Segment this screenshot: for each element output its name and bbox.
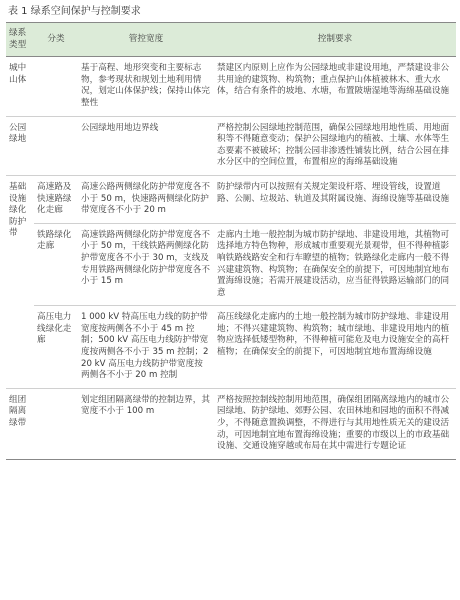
header-width: 管控宽度 bbox=[128, 33, 164, 44]
row-subcategory bbox=[34, 57, 78, 116]
table-header-row bbox=[6, 23, 456, 57]
row-category: 公园绿地 bbox=[9, 122, 27, 145]
row-subcategory: 铁路绿化走廊 bbox=[37, 229, 72, 252]
row-category: 基础设施绿化防护带 bbox=[9, 181, 27, 239]
row-width: 高速公路两侧绿化防护带宽度各不小于 50 m，快速路两侧绿化防护带宽度各不小于 20 m bbox=[81, 181, 210, 216]
row-width: 划定组团隔离绿带的控制边界，其宽度不小于 100 m bbox=[81, 394, 210, 417]
row-requirement: 严格控制公园绿地控制范围，确保公园绿地用地性质、用地面积等不得随意变动；保护公园绿地内的植被、土壤、水体等生态要素不被破坏；控制公园非渗透性铺装比例，结合公园在排水分区中的空间位置，布置相应的海绵基础设施 bbox=[217, 122, 450, 168]
row-requirement: 高压线绿化走廊内的土地一般控制为城市防护绿地、非建设用地；不得兴建建筑物、构筑物；城市绿地、非建设用地内的植物应选择低矮型物种，不得种植可能危及电力设施安全的高杆植物；在确保安全的前提下，可因地制宜地布置海绵设施 bbox=[217, 312, 450, 358]
table-row bbox=[6, 223, 456, 306]
header-category: 绿系类型 bbox=[9, 28, 27, 50]
table-row bbox=[6, 116, 456, 175]
row-requirement: 严格按照控制线控制用地范围，确保组团隔离绿地内的城市公园绿地、防护绿地、郊野公园、农田林地和园地的面积不得减少，不得随意置换调整，不得进行与其用地性质无关的建设活动，可因地制宜地布置海绵设施；重要的市级以上的市政基础设施、交通设施穿越或布局在其中需进行专题论证 bbox=[217, 394, 450, 452]
row-requirement: 防护绿带内可以按照有关规定架设杆塔、埋设管线，设置道路、公厕、垃圾站、轨道及其附属设施、海绵设施等基础设施 bbox=[217, 181, 450, 204]
table-row bbox=[6, 57, 456, 116]
table-caption: 表 1 绿系空间保护与控制要求 bbox=[8, 6, 141, 17]
row-width: 高速铁路两侧绿化防护带宽度各不小于 50 m，干线铁路两侧绿化防护带宽度各不小于 30 m，支线及专用铁路两侧绿化防护带宽度各不小于 15 m bbox=[81, 229, 210, 287]
row-subcategory: 高压电力线绿化走廊 bbox=[37, 312, 72, 346]
row-width: 公园绿地用地边界线 bbox=[81, 122, 159, 133]
header-requirement: 控制要求 bbox=[317, 33, 353, 44]
row-category: 组团隔离绿带 bbox=[9, 394, 27, 429]
header-subcategory: 分类 bbox=[47, 33, 65, 44]
row-width: 1 000 kV 特高压电力线的防护带宽度按两侧各不小于 45 m 控制；500 kV 高压电力线防护带宽度按两侧各不小于 35 m 控制；220 kV 高压电力线防护带宽度按两侧各不小于 20 m 控制 bbox=[81, 312, 209, 381]
row-subcategory: 高速路及快速路绿化走廊 bbox=[37, 181, 72, 216]
row-subcategory bbox=[34, 388, 78, 459]
row-requirement: 走廊内土地一般控制为城市防护绿地、非建设用地，其植物可选择地方特色物种，形成城市重要观光景观带，但不得种植影响铁路线路安全和行车瞭望的植物；铁路绿化走廊内一般不得兴建建筑物、构筑物；在确保安全的前提下，可因地制宜地布置海绵设施；若需开展建设活动，应当征得铁路运输部门的同意 bbox=[217, 229, 450, 298]
row-width: 基于高程、地形突变和主要标志物，参考现状和规划土地利用情况，划定山体保护线；保持山体完整性 bbox=[81, 63, 210, 108]
row-subcategory bbox=[34, 116, 78, 175]
row-category: 城中山体 bbox=[9, 63, 27, 85]
table-row bbox=[6, 388, 456, 459]
row-requirement: 禁建区内原则上应作为公园绿地或非建设用地，严禁建设非公共用途的建筑物、构筑物；重点保护山体植被林木、重大水体，结合有条件的坡地、水塘，布置陂塘湿地等海绵基础设施 bbox=[217, 63, 450, 97]
green-space-control-table bbox=[6, 22, 456, 460]
table-row bbox=[6, 175, 456, 223]
table-row bbox=[6, 306, 456, 389]
